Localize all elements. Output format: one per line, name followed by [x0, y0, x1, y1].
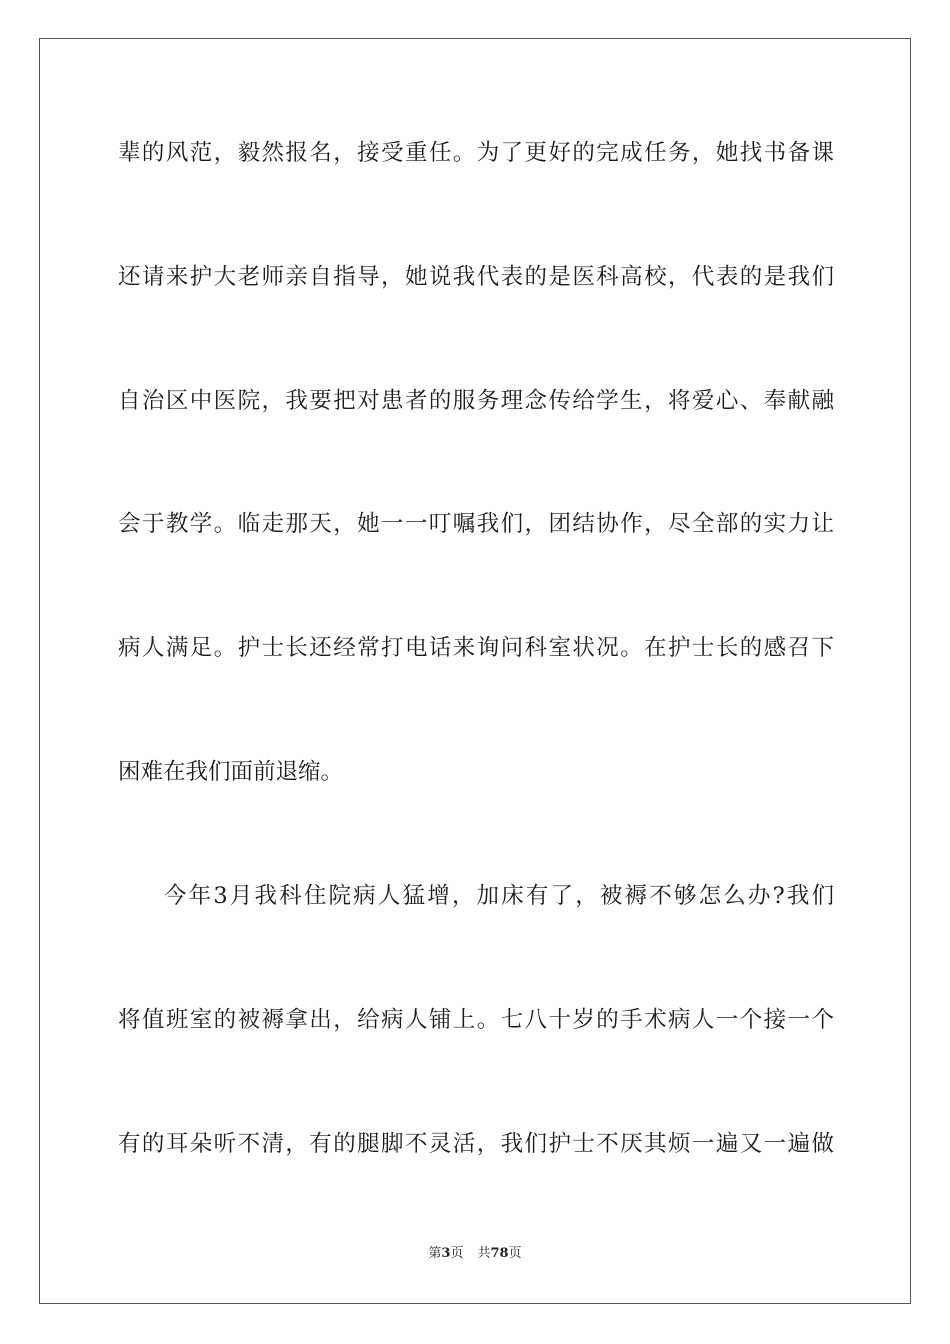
- body-text-line: 将值班室的被褥拿出，给病人铺上。七八十岁的手术病人一个接一个: [118, 1007, 834, 1033]
- body-text-line: 自治区中医院，我要把对患者的服务理念传给学生，将爱心、奉献融: [118, 388, 834, 414]
- footer-page-prefix: 第: [428, 1246, 442, 1261]
- footer-total-suffix: 页: [508, 1246, 522, 1261]
- body-text-line: 困难在我们面前退缩。: [118, 759, 344, 785]
- body-text-line: 还请来护大老师亲自指导，她说我代表的是医科高校，代表的是我们: [118, 264, 834, 290]
- footer-total-prefix: 共: [477, 1246, 491, 1261]
- body-text-line: 有的耳朵听不清，有的腿脚不灵活，我们护士不厌其烦一遍又一遍做: [118, 1131, 834, 1157]
- body-text-line: 病人满足。护士长还经常打电话来询问科室状况。在护士长的感召下: [118, 635, 834, 661]
- body-text-line: 会于教学。临走那天，她一一叮嘱我们，团结协作，尽全部的实力让: [118, 511, 834, 537]
- paragraph-first-line: 今年3月我科住院病人猛增，加床有了，被褥不够怎么办?我们: [164, 883, 834, 909]
- footer-total-pages: 78: [490, 1246, 509, 1261]
- body-text-line: 辈的风范，毅然报名，接受重任。为了更好的完成任务，她找书备课: [118, 140, 834, 166]
- page-border: [39, 38, 911, 1304]
- footer-page-number: 3: [441, 1246, 451, 1261]
- page-footer: [0, 1245, 950, 1263]
- footer-page-suffix: 页: [450, 1246, 464, 1261]
